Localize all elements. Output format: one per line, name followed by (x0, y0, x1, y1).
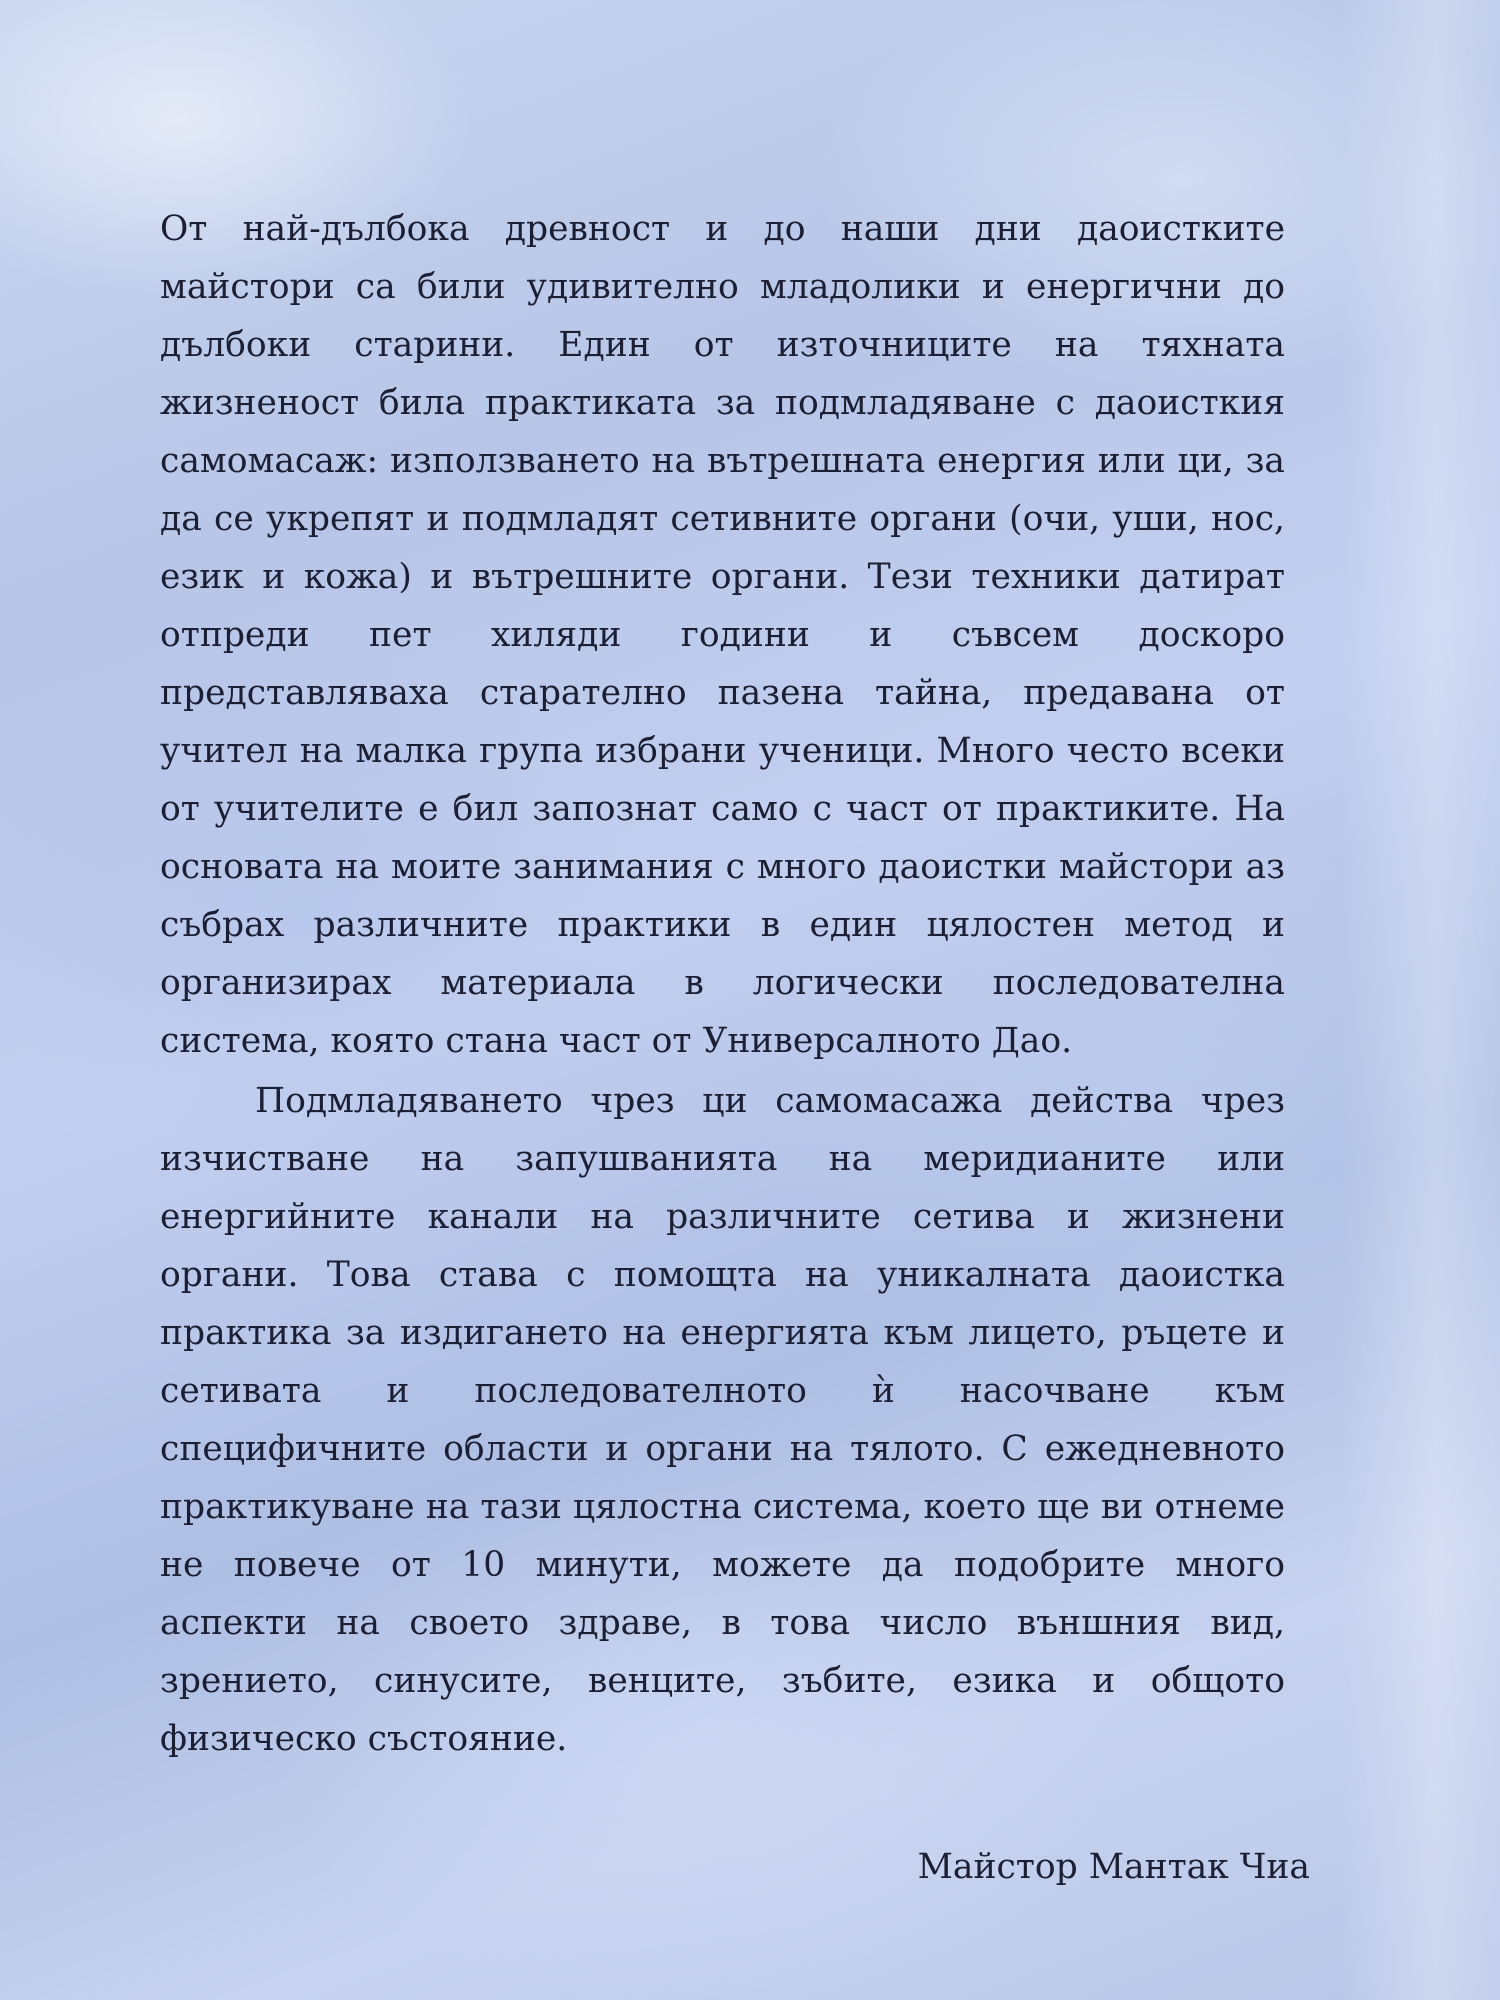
cover-sheen (1340, 0, 1500, 2000)
cover-text (160, 200, 1285, 1768)
paragraph-1: От най-дълбока древност и до наши дни даоистките майстори са били удивително младолики и енергични до дълбоки старини. Един от източниците на тяхната жизненост била практиката за подмладяване с даоисткия самомасаж: използването на вътрешната енергия или ци, за да се укрепят и подмладят сетивните органи (очи, уши, нос, език и кожа) и вътрешните органи. Тези техники датират отпреди пет хиляди години и съвсем доскоро представляваха старателно пазена тайна, предавана от учител на малка група избрани ученици. Много често всеки от учителите е бил запознат само с част от практиките. На основата на моите занимания с много даоистки майстори аз събрах различните практики в един цялостен метод и организирах материала в логически последователна система, която стана част от Универсалното Дао. (160, 209, 1285, 1061)
paragraph-2: Подмладяването чрез ци самомасажа действа чрез изчистване на запушванията на меридианите или енергийните канали на различните сетива и жизнени органи. Това става с помощта на уникалната даоистка практика за издигането на енергията към лицето, ръцете и сетивата и последователното ѝ насочване към специфичните области и органи на тялото. С ежедневното практикуване на тази цялостна система, което ще ви отнеме не повече от 10 минути, можете да подобрите много аспекти на своето здраве, в това число външния вид, зрението, синусите, венците, зъбите, езика и общото физическо състояние. (160, 1081, 1285, 1759)
author-signature: Майстор Мантак Чиа (917, 1847, 1310, 1887)
